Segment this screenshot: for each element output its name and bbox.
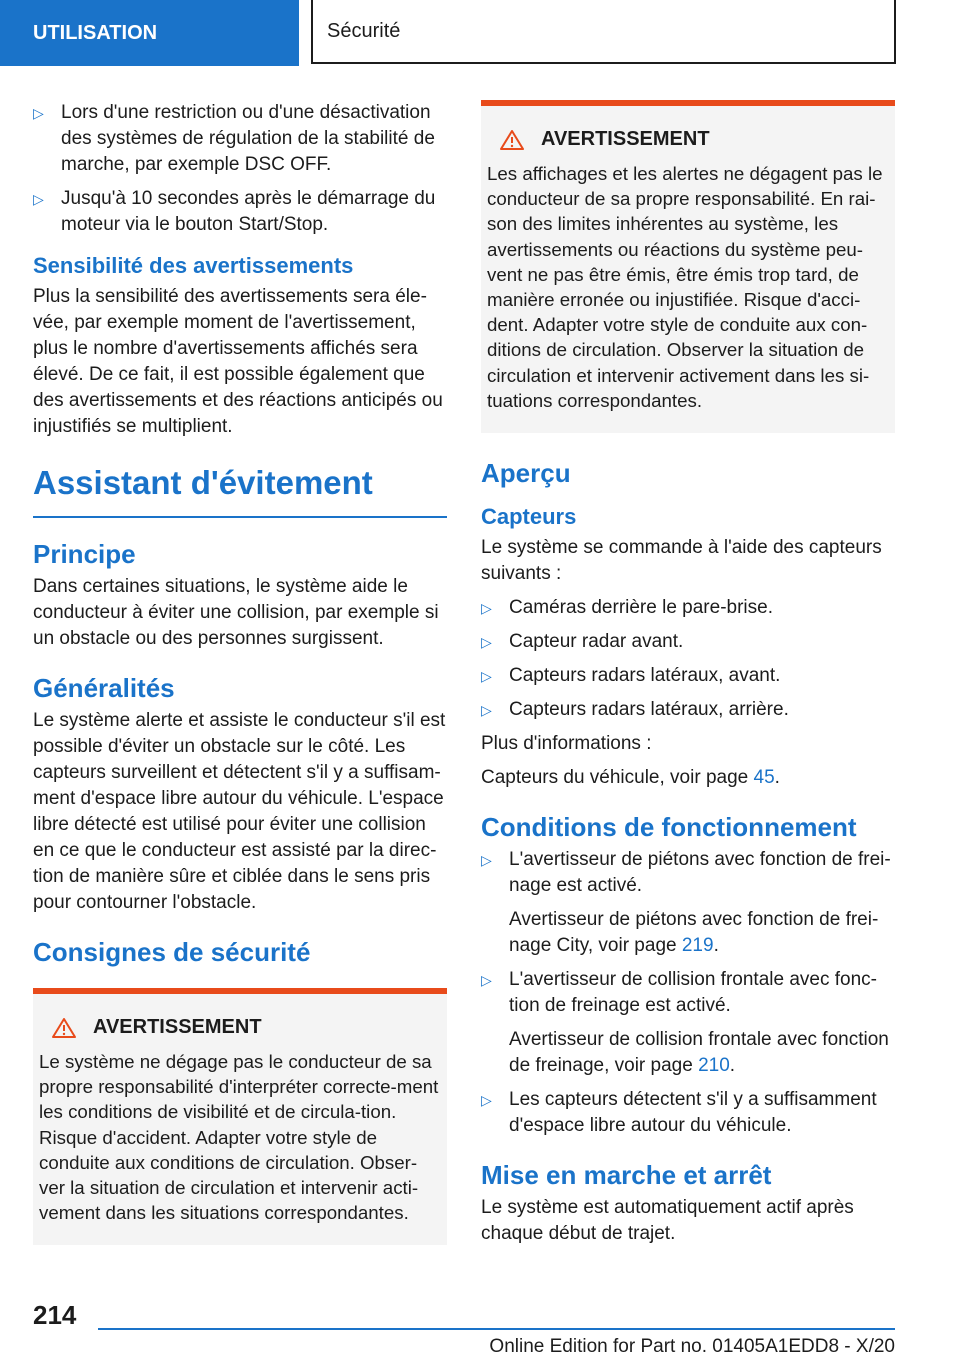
triangle-bullet-icon: ▷ [33, 191, 44, 207]
warning-text: Le système ne dégage pas le conducteur de sa propre responsabilité d'interpréter correcte-ment les conditions de visibilité et de circula-tion. Risque d'accident. Adapter votre style de conduite aux conditions de circulation. Obser-ver la situation de circulation et intervenir acti-vement dans les situations correspondantes. [39, 1051, 439, 1224]
footer-edition: Online Edition for Part no. 01405A1EDD8 - X/20 [489, 1336, 895, 1357]
list-item [481, 697, 895, 723]
paragraph-generalites: Le système alerte et assiste le conducteur s'il est possible d'éviter un obstacle sur le côté. Les capteurs surveillent et détectent s'il y a suffisam-ment d'espace libre autour du véhicule. L'espace libre détecté est utilisé pour éviter une collision en ce que le conducteur est assisté par la direc-tion de manière sûre et ciblée dans le sens pris pour contourner l'obstacle. [33, 710, 446, 913]
list-item-text: L'avertisseur de piétons avec fonction de frei-nage est activé. [509, 849, 891, 897]
warning-title-text: AVERTISSEMENT [93, 1016, 262, 1038]
list-item [481, 663, 895, 689]
list-item-reference: Avertisseur de piétons avec fonction de frei-nage City, voir page 219. [509, 909, 879, 957]
triangle-bullet-icon: ▷ [33, 105, 44, 121]
warning-box [33, 988, 447, 1245]
heading-apercu: Aperçu [481, 458, 571, 489]
paragraph-capteurs-ref: Capteurs du véhicule, voir page 45. [481, 767, 780, 789]
warning-triangle-icon [499, 129, 525, 151]
page-link-capteurs[interactable]: 45 [753, 767, 775, 789]
heading-marche: Mise en marche et arrêt [481, 1160, 772, 1191]
list-item [481, 847, 895, 899]
paragraph-marche: Le système est automatiquement actif après chaque début de trajet. [481, 1197, 854, 1245]
paragraph-sensibilite: Plus la sensibilité des avertissements sera éle-vée, par exemple moment de l'avertissement, plus le nombre d'avertissements affichés sera élevé. De ce fait, il est possible également que des avertissements et des réactions anticipés ou injustifiés se multiplient. [33, 286, 443, 437]
list-item-text: L'avertisseur de collision frontale avec fonc-tion de freinage est activé. [509, 969, 877, 1017]
list-item-text: Capteurs radars latéraux, arrière. [509, 699, 789, 721]
page-number: 214 [33, 1300, 77, 1330]
list-item [481, 1087, 895, 1139]
triangle-bullet-icon: ▷ [481, 668, 492, 685]
warning-triangle-icon [51, 1017, 77, 1039]
triangle-bullet-icon: ▷ [481, 852, 492, 869]
warning-text: Les affichages et les alertes ne dégagent pas le conducteur de sa propre responsabilité. En rai-son des limites inhérentes au système, les avertissements ou réactions du système peu-vent ne pas être émis, être émis trop tard, de manière erronée ou injustifiée. Risque d'acci-dent. Adapter votre style de conduite aux con-ditions de circulation. Observer la situation de circulation et intervenir activement dans les si-tuations correspondantes. [487, 163, 883, 411]
capteurs-ref-text: Capteurs du véhicule, voir page [481, 767, 754, 789]
paragraph-capteurs-intro: Le système se commande à l'aide des capteurs suivants : [481, 537, 882, 585]
warning-title [487, 128, 887, 151]
heading-capteurs: Capteurs [481, 504, 577, 530]
list-item [481, 629, 895, 655]
header-section-tab [0, 0, 299, 66]
paragraph-plus-info: Plus d'informations : [481, 733, 652, 755]
warning-title-text: AVERTISSEMENT [541, 128, 710, 150]
heading-consignes: Consignes de sécurité [33, 937, 311, 967]
triangle-bullet-icon: ▷ [481, 600, 492, 617]
list-item-text: Capteur radar avant. [509, 631, 684, 653]
paragraph-principe: Dans certaines situations, le système aide le conducteur à éviter une collision, par exemple si un obstacle ou des personnes surgissent. [33, 576, 439, 649]
list-item-text: Jusqu'à 10 secondes après le démarrage du moteur via le bouton Start/Stop. [61, 188, 436, 235]
list-item-text: Caméras derrière le pare-brise. [509, 597, 773, 619]
footer-divider [98, 1328, 895, 1330]
reference-text: Avertisseur de collision frontale avec fonction de freinage, voir page [509, 1029, 889, 1077]
heading-principe: Principe [33, 539, 136, 569]
heading-sensibilite: Sensibilité des avertissements [33, 253, 354, 278]
header-section-label: UTILISATION [33, 21, 158, 44]
warning-box [481, 100, 895, 433]
page-link-pedestrian[interactable]: 219 [681, 935, 714, 957]
header-chapter-label: Sécurité [327, 19, 401, 42]
left-column [33, 100, 447, 1245]
list-item-text: Capteurs radars latéraux, avant. [509, 665, 781, 687]
list-item [481, 967, 895, 1019]
list-item-text: Lors d'une restriction ou d'une désactivation des systèmes de régulation de la stabilité de marche, par exemple DSC OFF. [61, 102, 435, 175]
triangle-bullet-icon: ▷ [481, 972, 492, 989]
heading-conditions: Conditions de fonctionnement [481, 812, 857, 843]
warning-title [39, 1016, 439, 1039]
triangle-bullet-icon: ▷ [481, 634, 492, 651]
right-column [481, 100, 895, 1255]
list-item-text: Les capteurs détectent s'il y a suffisamment d'espace libre autour du véhicule. [509, 1089, 877, 1137]
page-main-heading: Assistant d'évitement [33, 462, 447, 518]
list-item [481, 595, 895, 621]
triangle-bullet-icon: ▷ [481, 702, 492, 719]
heading-generalites: Généralités [33, 673, 175, 703]
list-item-reference: Avertisseur de collision frontale avec fonction de freinage, voir page 210. [509, 1029, 889, 1077]
list-item [33, 186, 447, 238]
list-item [33, 100, 447, 178]
header-chapter-box [311, 0, 896, 64]
page-link-collision[interactable]: 210 [698, 1055, 730, 1077]
triangle-bullet-icon: ▷ [481, 1092, 492, 1109]
reference-text: Avertisseur de piétons avec fonction de frei-nage City, voir page [509, 909, 879, 957]
